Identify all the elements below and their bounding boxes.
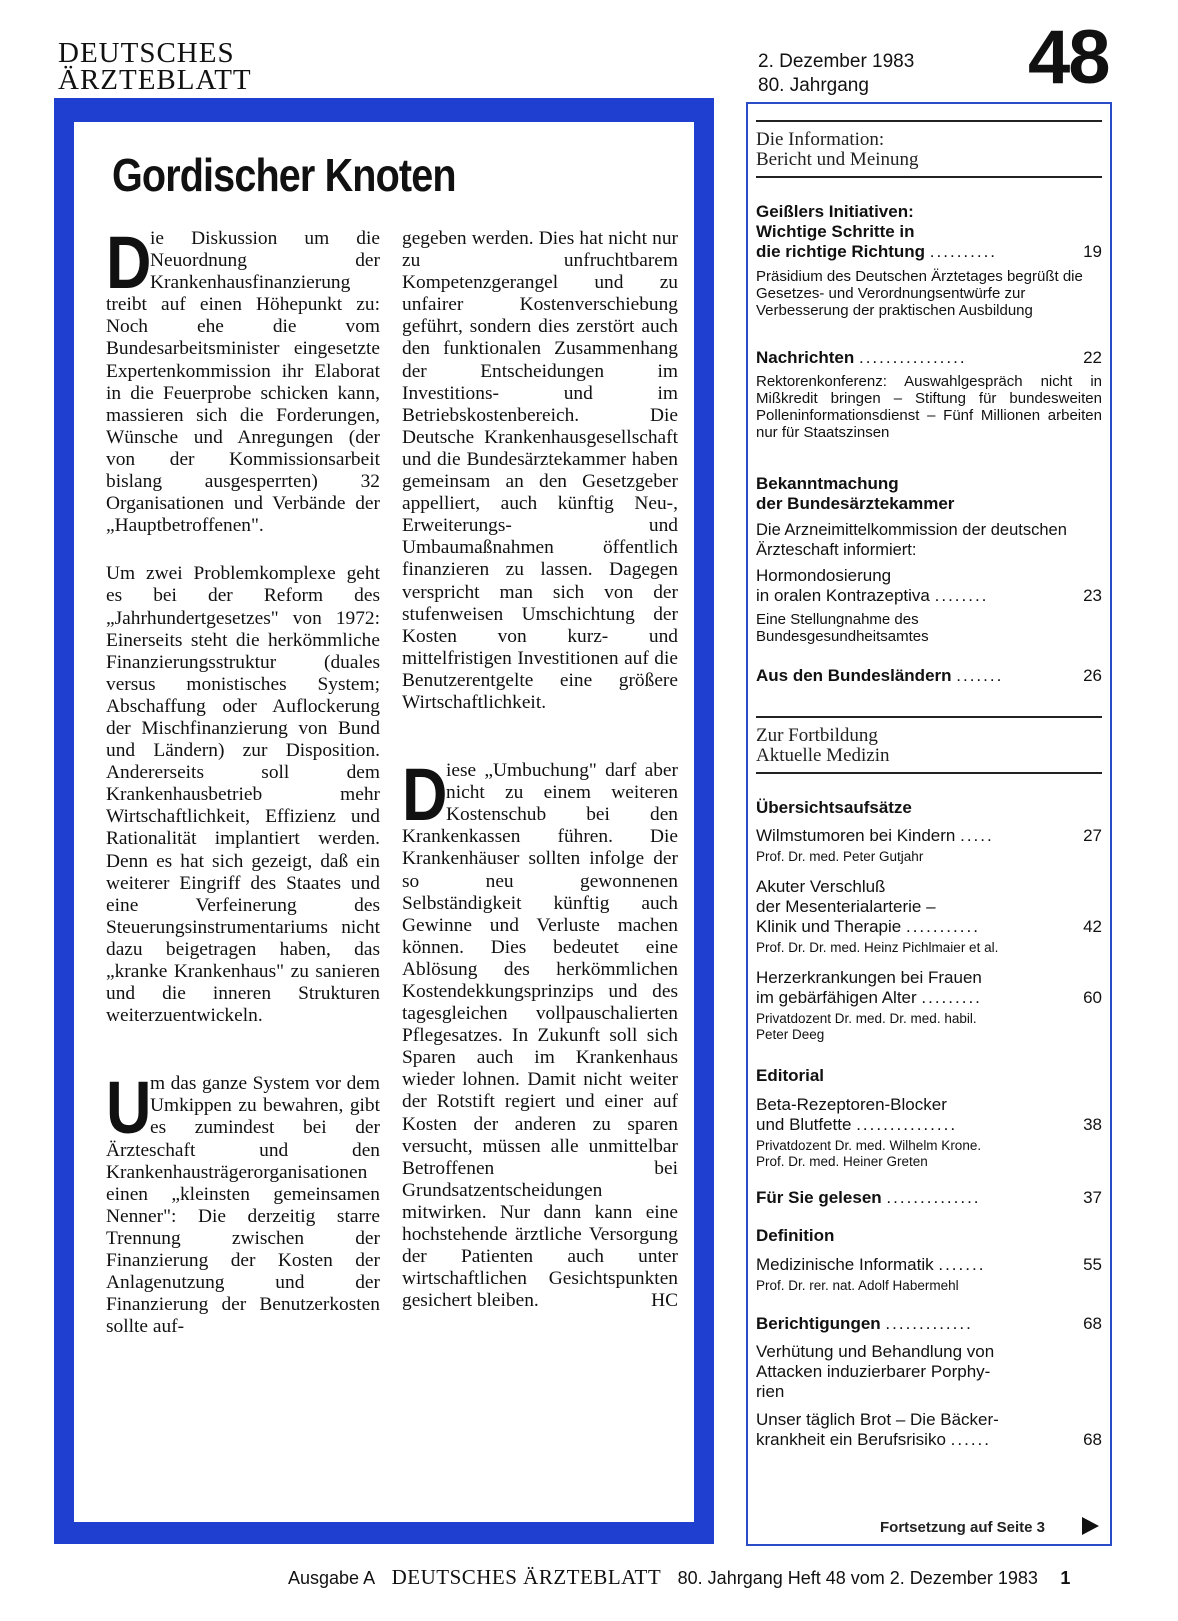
toc-group-editorial xyxy=(756,1066,1102,1170)
entry-title: Aus den Bundesländern xyxy=(756,666,952,685)
entry-author: Prof. Dr. med. Heiner Greten xyxy=(756,1154,928,1169)
entry-title: und Blutfette xyxy=(756,1115,852,1134)
entry-title: im gebärfähigen Alter xyxy=(756,988,917,1007)
toc-entry[interactable] xyxy=(756,1255,1102,1294)
continued-on-page-link[interactable]: Fortsetzung auf Seite 3 xyxy=(880,1519,1046,1536)
leader-dots: ............... xyxy=(856,1115,958,1134)
issue-date-block xyxy=(758,50,914,98)
toc-entry[interactable] xyxy=(756,1095,1102,1170)
paragraph xyxy=(106,221,380,537)
issue-date: 2. Dezember 1983 xyxy=(758,51,915,72)
page-number: 38 xyxy=(1083,1115,1102,1134)
paragraph xyxy=(402,753,678,1312)
article-column-1 xyxy=(106,221,380,1338)
toc-entry[interactable] xyxy=(756,826,1102,865)
page-number: 68 xyxy=(1083,1430,1102,1449)
page-number: 37 xyxy=(1083,1188,1102,1207)
page-number: 60 xyxy=(1083,988,1102,1007)
toc-entry[interactable] xyxy=(756,202,1102,319)
page-number: 19 xyxy=(1083,242,1102,261)
group-heading: Editorial xyxy=(756,1066,825,1085)
toc-group-berichtigungen xyxy=(756,1314,1102,1450)
footer-issue-info: 80. Jahrgang Heft 48 vom 2. Dezember 1983 xyxy=(677,1568,1038,1588)
page-number: 26 xyxy=(1083,666,1102,685)
paragraph: Um zwei Problemkomplexe geht es bei der Reform des „Jahrhundertgesetzes" von 1972: Einerseits steht die herkömmliche Finanzierungsstruktur (duales versus monistisches System; Abschaffung oder Auflockerung der Mischfinanzierung von Bund und Ländern) zur Disposition. Andererseits soll dem Krankenhausbetrieb mehr Wirtschaftlichkeit, Effizienz und Rationalität implantiert werden. Denn es hat sich gezeigt, daß ein weiterer Eingriff des Staates und eine Verfeinerung des Steuerungsinstrumentariums nicht dazu beigetragen haben, das „kranke Krankenhaus" zu sanieren und die inneren Strukturen weiterzuentwickeln. xyxy=(106,563,380,1027)
drop-cap: D xyxy=(402,753,448,837)
entry-author: Privatdozent Dr. med. Dr. med. habil. xyxy=(756,1011,977,1026)
page-number: 55 xyxy=(1083,1255,1102,1274)
divider xyxy=(756,716,1102,718)
entry-title: Geißlers Initiativen: xyxy=(756,202,914,221)
paragraph-text: ie Diskussion um die Neuordnung der Krankenhausfinanzierung treibt auf einen Höhepunkt zu: Noch ehe die vom Bundesarbeitsminister eingesetzte Expertenkommission ihr Elaborat in die Feuerprobe schicken kann, massieren sich die Forderungen, Wünsche und Anregungen (der von der Kommissionsarbeit bislang ausgesperrten) 32 Organisationen und Verbände der „Hauptbetroffenen". xyxy=(106,228,380,537)
leader-dots: ..... xyxy=(960,826,994,845)
entry-author: Peter Deeg xyxy=(756,1027,825,1042)
toc-group-definition xyxy=(756,1226,1102,1294)
page-number: 68 xyxy=(1083,1314,1102,1333)
toc-entry[interactable] xyxy=(756,474,1102,645)
author-signature: HC xyxy=(651,1290,678,1312)
leader-dots: ........ xyxy=(934,586,989,605)
section-line: Bericht und Meinung xyxy=(756,149,919,170)
leader-dots: ......... xyxy=(921,988,982,1007)
entry-author: Prof. Dr. Dr. med. Heinz Pichlmaier et al. xyxy=(756,940,999,955)
leader-dots: .......... xyxy=(929,242,998,261)
entry-title: Unser täglich Brot – Die Bäcker- xyxy=(756,1410,999,1429)
entry-description: Präsidium des Deutschen Ärztetages begrüßt die Gesetzes- und Verordnungsentwürfe zur Verbesserung der praktischen Ausbildung xyxy=(756,268,1083,319)
entry-title: Attacken induzierbarer Porphy- xyxy=(756,1362,991,1381)
entry-subtitle: Hormondosierung xyxy=(756,566,892,585)
masthead-line1: DEUTSCHES xyxy=(58,37,235,69)
entry-title: der Mesenterialarterie – xyxy=(756,897,936,916)
leader-dots: ...... xyxy=(950,1430,991,1449)
entry-title: krankheit ein Berufsrisiko xyxy=(756,1430,946,1449)
entry-title: Akuter Verschluß xyxy=(756,877,886,896)
entry-title: Herzerkrankungen bei Frauen xyxy=(756,968,982,987)
entry-title-line xyxy=(756,242,1102,262)
page-number: 22 xyxy=(1083,348,1102,367)
entry-title: Beta-Rezeptoren-Blocker xyxy=(756,1095,947,1114)
issue-number: 48 xyxy=(1028,15,1109,100)
leader-dots: ................ xyxy=(858,348,967,367)
entry-author: Privatdozent Dr. med. Wilhelm Krone. xyxy=(756,1138,982,1153)
leader-dots: ........... xyxy=(905,917,980,936)
volume-year: 80. Jahrgang xyxy=(758,75,869,96)
entry-title: Nachrichten xyxy=(756,348,855,367)
leader-dots: ....... xyxy=(956,666,1004,685)
paragraph-text: iese „Umbuchung" darf aber nicht zu einem weiteren Kostenschub bei den Krankenkassen führen. Die Krankenhäuser sollten infolge der so neu gewonnenen Selbständigkeit künftig auch Gewinne und Verluste machen können. Dies bedeutet eine Ablösung des herkömmlichen Kostendekkungsprinzips und des tagesgleichen vollpauschalierten Pflegesatzes. In Zukunft soll sich Sparen auch im Krankenhaus wieder lohnen. Damit nicht weiter der Rotstift regiert und einer auf Kosten der anderen zu sparen versucht, müssen alle unmittelbar Betroffenen bei Grundsatzentscheidungen mitwirken. Nur dann kann eine hochstehende ärztliche Versorgung der Patienten auch unter wirtschaftlichen Gesichtspunkten gesichert bleiben. xyxy=(402,760,678,1312)
divider xyxy=(756,772,1102,774)
entry-title: Medizinische Informatik xyxy=(756,1255,934,1274)
section-heading-information xyxy=(756,130,1102,170)
leader-dots: ............. xyxy=(885,1314,973,1333)
section-line: Zur Fortbildung xyxy=(756,725,878,746)
journal-masthead xyxy=(58,37,252,96)
page-footer xyxy=(288,1565,1070,1590)
section-heading-fortbildung xyxy=(756,726,1102,766)
section-line: Die Information: xyxy=(756,129,885,150)
entry-author: Prof. Dr. med. Peter Gutjahr xyxy=(756,849,924,864)
entry-subtitle: in oralen Kontrazeptiva xyxy=(756,586,930,605)
entry-description: Eine Stellungnahme des Bundesgesundheitsamtes xyxy=(756,611,929,645)
entry-title: die richtige Richtung xyxy=(756,242,926,261)
page-number: 1 xyxy=(1060,1568,1071,1588)
toc-entry[interactable] xyxy=(756,348,1102,441)
masthead-line2: ÄRZTEBLATT xyxy=(58,64,252,96)
edition-label: Ausgabe A xyxy=(288,1568,376,1588)
entry-author: Prof. Dr. rer. nat. Adolf Habermehl xyxy=(756,1278,959,1293)
leader-dots: .............. xyxy=(886,1188,981,1207)
drop-cap: U xyxy=(106,1066,152,1150)
entry-description: Die Arzneimittelkommission der deutschen Ärzteschaft informiert: xyxy=(756,521,1067,559)
toc-entry[interactable] xyxy=(756,877,1102,956)
entry-title: Für Sie gelesen xyxy=(756,1188,882,1207)
entry-title: Verhütung und Behandlung von xyxy=(756,1342,995,1361)
group-heading: Berichtigungen xyxy=(756,1314,881,1333)
page-number: 23 xyxy=(1083,586,1102,605)
toc-group-uebersichtsaufsaetze xyxy=(756,798,1102,1043)
entry-title: Wichtige Schritte in xyxy=(756,222,915,241)
group-heading: Definition xyxy=(756,1226,835,1245)
entry-title: Wilmstumoren bei Kindern xyxy=(756,826,956,845)
article-column-2 xyxy=(402,228,678,1313)
toc-entry[interactable] xyxy=(756,1342,1102,1402)
article-headline: Gordischer Knoten xyxy=(112,149,456,201)
entry-title: Bekanntmachung xyxy=(756,474,899,493)
footer-journal-name: DEUTSCHES ÄRZTEBLATT xyxy=(391,1565,662,1589)
group-heading: Übersichtsaufsätze xyxy=(756,798,912,817)
page-number: 27 xyxy=(1083,826,1102,845)
paragraph xyxy=(106,1066,380,1338)
toc-entry[interactable] xyxy=(756,1410,1102,1450)
divider xyxy=(756,120,1102,122)
entry-title: Klinik und Therapie xyxy=(756,917,902,936)
arrow-right-icon xyxy=(1082,1517,1099,1535)
toc-entry[interactable] xyxy=(756,1188,1102,1208)
leader-dots: ....... xyxy=(938,1255,986,1274)
section-line: Aktuelle Medizin xyxy=(756,745,890,766)
entry-title: rien xyxy=(756,1382,785,1401)
divider xyxy=(756,176,1102,178)
entry-title: der Bundesärztekammer xyxy=(756,494,955,513)
entry-description: Rektorenkonferenz: Auswahlgespräch nicht in Mißkredit bringen – Stiftung für bundesweiten Polleninformationsdienst – Fünf Millionen arbeiten nur für Staatszinsen xyxy=(756,373,1102,441)
drop-cap: D xyxy=(106,221,152,304)
page-number: 42 xyxy=(1083,917,1102,936)
paragraph-text: m das ganze System vor dem Umkippen zu bewahren, gibt es zumindest bei der Ärzteschaft und den Krankenhausträgerorganisationen einen „kleinsten gemeinsamen Nenner": Die derzeitig starre Trennung zwischen der Finanzierung der Kosten der Anlagenutzung und der Finanzierung der Benutzerkosten sollte auf- xyxy=(106,1073,380,1338)
toc-entry[interactable] xyxy=(756,666,1102,686)
toc-entry[interactable] xyxy=(756,968,1102,1043)
paragraph: gegeben werden. Dies hat nicht nur zu unfruchtbarem Kompetenzgerangel und zu unfairer Kostenverschiebung geführt, sondern dies zerstört auch den funktionalen Zusammenhang der Entscheidungen im Investitions- und im Betriebskostenbereich. Die Deutsche Krankenhausgesellschaft und die Bundesärztekammer haben gemeinsam an den Gesetzgeber appelliert, auch künftig Neu-, Erweiterungs- und Umbaumaßnahmen öffentlich finanzieren zu lassen. Dagegen verspricht man sich von der stufenweisen Umschichtung der Kosten von kurz- und mittelfristigen Investitionen auf die Benutzerentgelte eine größere Wirtschaftlichkeit. xyxy=(402,228,678,713)
